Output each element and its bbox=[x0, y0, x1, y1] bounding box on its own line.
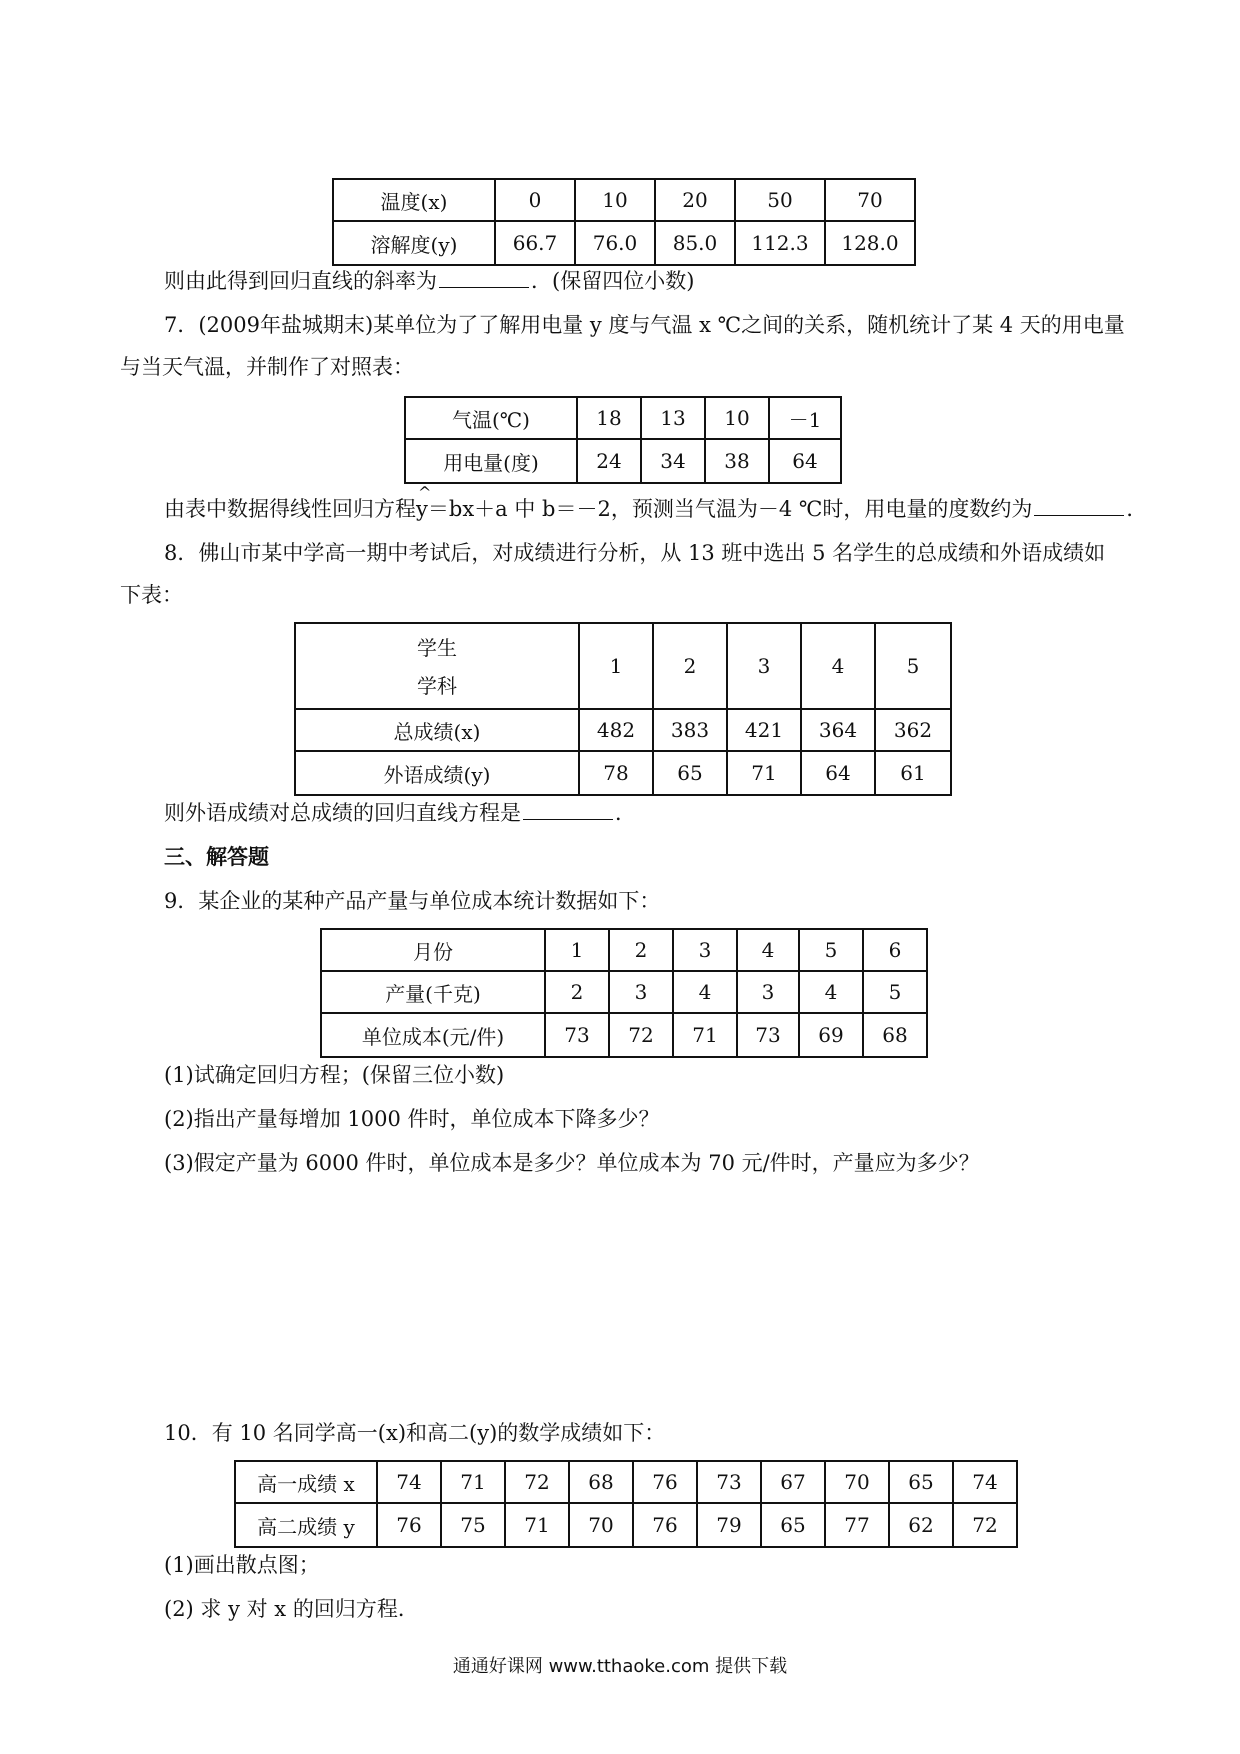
table-cell: 76 bbox=[633, 1503, 697, 1547]
table-cell: 65 bbox=[761, 1503, 825, 1547]
table-cell: 2 bbox=[545, 971, 609, 1013]
q8-line2: 下表： bbox=[120, 583, 183, 607]
q7-answer-line: 由表中数据得线性回归方程^ y＝bx＋a 中 b＝－2，预测当气温为－4 ℃时，用电量的度数约为 ． bbox=[164, 494, 1147, 524]
q9-sub1: (1)试确定回归方程；(保留三位小数) bbox=[164, 1063, 505, 1087]
table-math-scores bbox=[234, 1460, 1018, 1548]
table-cell: －1 bbox=[769, 397, 841, 439]
table-cell: 4 bbox=[799, 971, 863, 1013]
table-cell: 温度(x) bbox=[333, 179, 495, 221]
table-cell: 74 bbox=[377, 1461, 441, 1503]
table-cell: 64 bbox=[769, 439, 841, 483]
table-cell: 72 bbox=[953, 1503, 1017, 1547]
table-electricity bbox=[404, 396, 842, 484]
table-cell: 61 bbox=[875, 751, 951, 795]
table-cell: 65 bbox=[653, 751, 727, 795]
table-cell: 18 bbox=[577, 397, 641, 439]
table-cell: 3 bbox=[609, 971, 673, 1013]
q8-answer-line: 则外语成绩对总成绩的回归直线方程是 ． bbox=[164, 801, 636, 825]
table-cell: 3 bbox=[727, 623, 801, 709]
q10-line1: 10．有 10 名同学高一(x)和高二(y)的数学成绩如下： bbox=[164, 1421, 666, 1445]
q6-answer-line: 则由此得到回归直线的斜率为 ．(保留四位小数) bbox=[164, 269, 695, 293]
table-cell: 72 bbox=[609, 1013, 673, 1057]
table-cell: 70 bbox=[825, 1461, 889, 1503]
table-cell: 高一成绩 x bbox=[235, 1461, 377, 1503]
table-cell: 5 bbox=[799, 929, 863, 971]
table-cell: 76 bbox=[377, 1503, 441, 1547]
table-cell: 总成绩(x) bbox=[295, 709, 579, 751]
table-cell: 362 bbox=[875, 709, 951, 751]
table-cell: 72 bbox=[505, 1461, 569, 1503]
table-cell: 73 bbox=[545, 1013, 609, 1057]
table-production bbox=[320, 928, 928, 1058]
table-cell: 71 bbox=[441, 1461, 505, 1503]
table-cell: 单位成本(元/件) bbox=[321, 1013, 545, 1057]
table-cell: 76.0 bbox=[575, 221, 655, 265]
table-cell: 112.3 bbox=[735, 221, 825, 265]
table-cell: 64 bbox=[801, 751, 875, 795]
q7-line2: 与当天气温，并制作了对照表： bbox=[120, 355, 414, 379]
table-cell: 67 bbox=[761, 1461, 825, 1503]
table-cell: 421 bbox=[727, 709, 801, 751]
table-cell: 364 bbox=[801, 709, 875, 751]
section-heading: 三、解答题 bbox=[164, 844, 269, 869]
table-cell: 77 bbox=[825, 1503, 889, 1547]
q9-sub2: (2)指出产量每增加 1000 件时，单位成本下降多少？ bbox=[164, 1107, 660, 1131]
answer-blank[interactable] bbox=[1034, 495, 1124, 516]
table-cell: 1 bbox=[545, 929, 609, 971]
table-cell: 6 bbox=[863, 929, 927, 971]
table-cell: 34 bbox=[641, 439, 705, 483]
table-cell: 75 bbox=[441, 1503, 505, 1547]
table-cell: 3 bbox=[673, 929, 737, 971]
table-cell: 2 bbox=[609, 929, 673, 971]
table-cell: 5 bbox=[875, 623, 951, 709]
table-cell: 383 bbox=[653, 709, 727, 751]
table-cell: 10 bbox=[705, 397, 769, 439]
table-cell: 13 bbox=[641, 397, 705, 439]
table-cell: 71 bbox=[505, 1503, 569, 1547]
table-cell: 2 bbox=[653, 623, 727, 709]
header-bottom: 学科 bbox=[417, 674, 457, 698]
table-cell: 74 bbox=[953, 1461, 1017, 1503]
table-cell: 气温(℃) bbox=[405, 397, 577, 439]
table-cell: 3 bbox=[737, 971, 799, 1013]
table-cell: 79 bbox=[697, 1503, 761, 1547]
table-cell: 38 bbox=[705, 439, 769, 483]
table-cell: 70 bbox=[825, 179, 915, 221]
table-cell: 71 bbox=[727, 751, 801, 795]
table-cell: 24 bbox=[577, 439, 641, 483]
table-cell: 4 bbox=[673, 971, 737, 1013]
q9-line1: 9．某企业的某种产品产量与单位成本统计数据如下： bbox=[164, 889, 661, 913]
table-cell: 62 bbox=[889, 1503, 953, 1547]
table-cell: 50 bbox=[735, 179, 825, 221]
header-top: 学生 bbox=[417, 636, 457, 660]
table-cell: 68 bbox=[863, 1013, 927, 1057]
table-header-corner bbox=[295, 623, 579, 709]
table-cell: 66.7 bbox=[495, 221, 575, 265]
y-hat: ^ y bbox=[416, 494, 428, 524]
table-cell: 69 bbox=[799, 1013, 863, 1057]
table-cell: 溶解度(y) bbox=[333, 221, 495, 265]
table-cell: 73 bbox=[697, 1461, 761, 1503]
table-cell: 65 bbox=[889, 1461, 953, 1503]
page-footer: 通通好课网 www.tthaoke.com 提供下载 bbox=[452, 1656, 788, 1677]
table-cell: 20 bbox=[655, 179, 735, 221]
table-scores bbox=[294, 622, 952, 796]
table-cell: 76 bbox=[633, 1461, 697, 1503]
table-cell: 71 bbox=[673, 1013, 737, 1057]
table-solubility bbox=[332, 178, 916, 266]
table-cell: 4 bbox=[737, 929, 799, 971]
table-cell: 产量(千克) bbox=[321, 971, 545, 1013]
table-cell: 0 bbox=[495, 179, 575, 221]
table-cell: 85.0 bbox=[655, 221, 735, 265]
table-cell: 5 bbox=[863, 971, 927, 1013]
table-cell: 1 bbox=[579, 623, 653, 709]
q10-sub2: (2) 求 y 对 x 的回归方程． bbox=[164, 1597, 419, 1621]
table-cell: 482 bbox=[579, 709, 653, 751]
answer-blank[interactable] bbox=[523, 799, 613, 820]
answer-blank[interactable] bbox=[439, 267, 529, 288]
table-cell: 78 bbox=[579, 751, 653, 795]
table-cell: 68 bbox=[569, 1461, 633, 1503]
q7-line1: 7．(2009年盐城期末)某单位为了了解用电量 y 度与气温 x ℃之间的关系，随机统计了某 4 天的用电量 bbox=[164, 313, 1125, 337]
table-cell: 用电量(度) bbox=[405, 439, 577, 483]
table-cell: 70 bbox=[569, 1503, 633, 1547]
q10-sub1: (1)画出散点图； bbox=[164, 1553, 320, 1577]
table-cell: 月份 bbox=[321, 929, 545, 971]
table-cell: 10 bbox=[575, 179, 655, 221]
q8-line1: 8．佛山市某中学高一期中考试后，对成绩进行分析，从 13 班中选出 5 名学生的总成绩和外语成绩如 bbox=[164, 541, 1106, 565]
table-cell: 4 bbox=[801, 623, 875, 709]
q9-sub3: (3)假定产量为 6000 件时，单位成本是多少？单位成本为 70 元/件时，产量应为多少？ bbox=[164, 1151, 980, 1175]
table-cell: 高二成绩 y bbox=[235, 1503, 377, 1547]
table-cell: 外语成绩(y) bbox=[295, 751, 579, 795]
table-cell: 128.0 bbox=[825, 221, 915, 265]
table-cell: 73 bbox=[737, 1013, 799, 1057]
